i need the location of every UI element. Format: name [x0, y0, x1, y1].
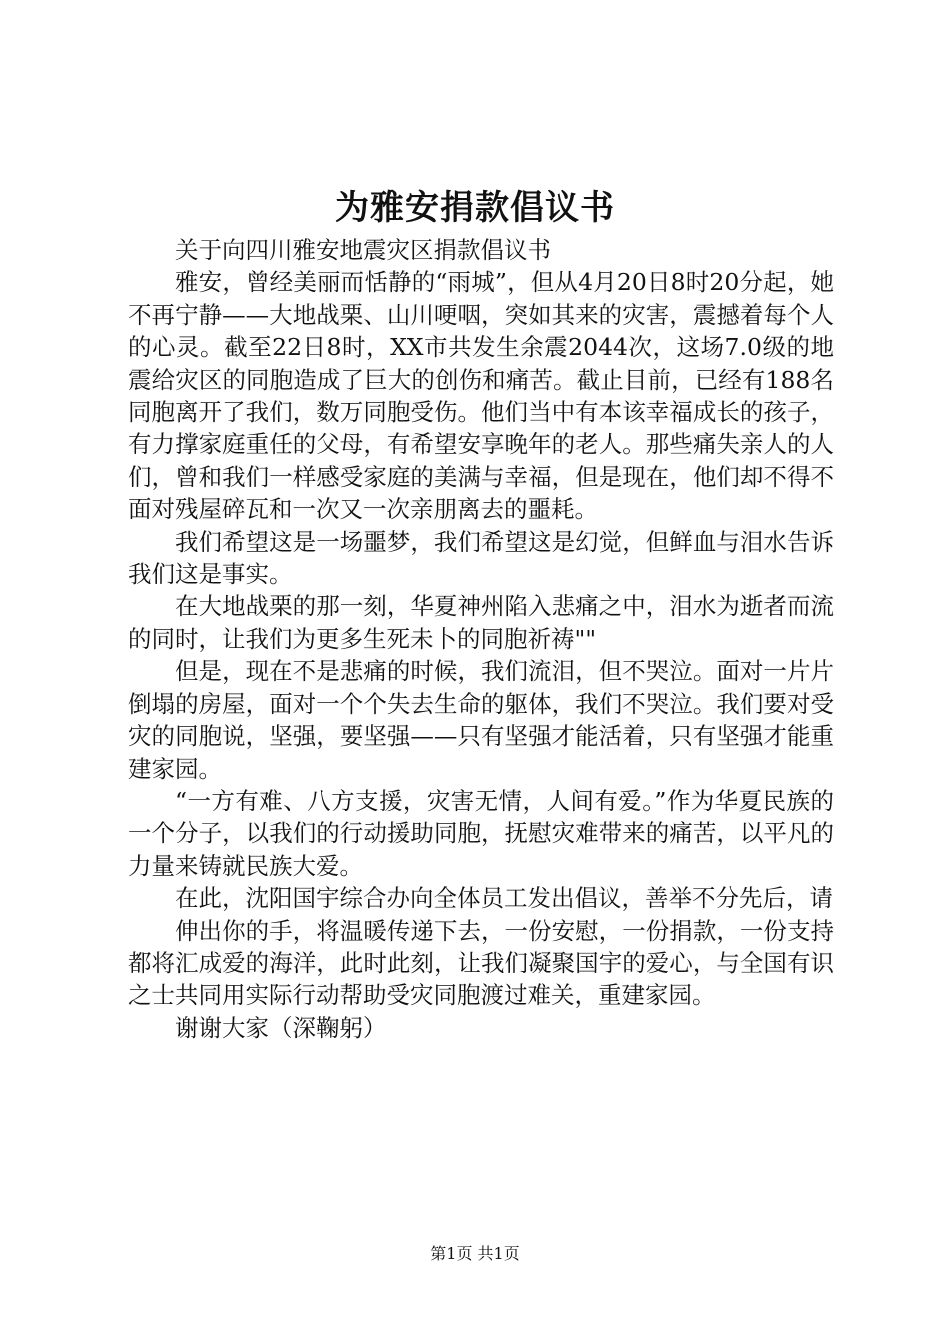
paragraph: 在大地战栗的那一刻，华夏神州陷入悲痛之中，泪水为逝者而流的同时，让我们为更多生死未卜的同胞祈祷""	[128, 592, 834, 653]
paragraph: 我们希望这是一场噩梦，我们希望这是幻觉，但鲜血与泪水告诉我们这是事实。	[128, 527, 834, 589]
paragraph-closing: 谢谢大家（深鞠躬）	[175, 1013, 387, 1042]
paragraph: 雅安，曾经美丽而恬静的“雨城”，但从4月20日8时20分起，她不再宁静——大地战栗、山川哽咽，突如其来的灾害，震撼着每个人的心灵。截至22日8时，XX市共发生余震2044次，这场7.0级的地震给灾区的同胞造成了巨大的创伤和痛苦。截止目前，已经有188名同胞离开了我们，数万同胞受伤。他们当中有本该幸福成长的孩子，有力撑家庭重任的父母，有希望安享晚年的老人。那些痛失亲人的人们，曾和我们一样感受家庭的美满与幸福，但是现在，他们却不得不面对残屋碎瓦和一次又一次亲朋离去的噩耗。	[128, 268, 834, 524]
paragraph: “一方有难、八方支援，灾害无情，人间有爱。”作为华夏民族的一个分子，以我们的行动援助同胞，抚慰灾难带来的痛苦，以平凡的力量来铸就民族大爱。	[128, 786, 834, 880]
document-body	[128, 234, 834, 1044]
page-footer: 第1页 共1页	[430, 1244, 520, 1263]
paragraph-subtitle: 关于向四川雅安地震灾区捐款倡议书	[175, 236, 551, 264]
paragraph: 伸出你的手，将温暖传递下去，一份安慰，一份捐款，一份支持都将汇成爱的海洋，此时此刻，让我们凝聚国宇的爱心，与全国有识之士共同用实际行动帮助受灾同胞渡过难关，重建家园。	[128, 916, 834, 1010]
paragraph: 在此，沈阳国宇综合办向全体员工发出倡议，善举不分先后，请	[175, 884, 833, 913]
paragraph: 但是，现在不是悲痛的时候，我们流泪，但不哭泣。面对一片片倒塌的房屋，面对一个个失去生命的躯体，我们不哭泣。我们要对受灾的同胞说，坚强，要坚强——只有坚强才能活着，只有坚强才能重建家园。	[128, 657, 834, 783]
document-title: 为雅安捐款倡议书	[335, 188, 615, 228]
